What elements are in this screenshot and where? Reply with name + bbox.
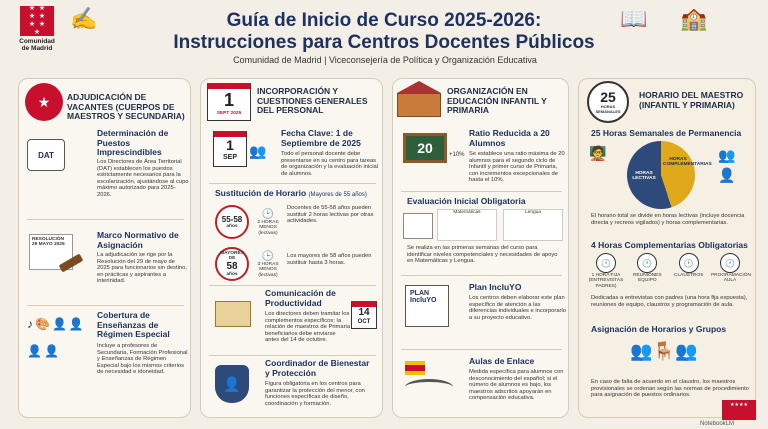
calendar-day: 1: [223, 90, 234, 110]
sustitucion-sub: (Mayores de 55 años): [308, 192, 367, 198]
panel-3-heading: ORGANIZACIÓN EN EDUCACIÓN INFANTIL Y PRIMARIA: [447, 86, 547, 115]
activities-icons: 👥 👤: [718, 147, 736, 183]
hour-item-1-label: 1 HORA FIJA (ENTREVISTAS PADRES): [588, 273, 624, 289]
sustitucion-text-1: Docentes de 55-58 años pueden sustituir 2 horas lectivas por otras actividades.: [287, 205, 374, 225]
clock-icon: 🕐: [679, 253, 699, 273]
clock-icon: 🕐: [596, 253, 616, 273]
math-label: Matemáticas: [453, 210, 481, 215]
page-subtitle: Comunidad de Madrid | Viceconsejería de Política y Organización Educativa: [233, 55, 537, 65]
title-line-2: Instrucciones para Centros Docentes Públicos: [173, 32, 595, 53]
divider: [209, 355, 376, 356]
math-chart-icon: [437, 209, 497, 241]
age-badge-2-mid: 58: [226, 260, 238, 272]
language-chart-icon: [503, 209, 563, 241]
spain-flag-icon: [405, 361, 425, 375]
age-58-badge: [215, 247, 249, 281]
age-badge-1-top: 55-58: [221, 214, 243, 224]
panel-adjudicacion: [18, 78, 191, 418]
page-title: [120, 10, 648, 54]
hour-item-3-label: CLAUSTROS: [673, 273, 704, 278]
hour-item-entrevistas: [587, 253, 625, 289]
hour-item-programacion: [711, 253, 749, 289]
clock-icon: 🕒: [261, 251, 275, 262]
plan-incluyo-document-icon: [405, 285, 449, 327]
chalkboard-icon: [403, 133, 447, 163]
divider: [27, 219, 184, 220]
calendar-oct-icon: [351, 301, 377, 329]
clock-icon: 🕐: [637, 253, 657, 273]
complementary-hours-row: [587, 253, 749, 289]
person-icon: 👤: [51, 317, 67, 331]
hour-item-claustros: [670, 253, 708, 289]
hours-less-1: 2 HORAS MENOS (lectivas): [257, 220, 279, 236]
flag-icon: ★ ★ ★ ★ ★ ★ ★: [20, 6, 54, 36]
section-marco-text: La adjudicación se rige por la Resolución del 29 de mayo de 2025 para funcionarios sin destino, en prácticas y aspirantes a interinidad.: [97, 252, 187, 285]
calendar-sub: SEPT 2025: [216, 111, 242, 116]
section-aulas-text: Medida específica para alumnos con desconocimiento del español; si el número de alumnos es bajo, los maestros adscritos apoyarán en compensación educativa.: [469, 369, 564, 402]
section-complementarias-title: 4 Horas Complementarias Obligatorias: [591, 240, 748, 250]
person-icon: 👤: [43, 344, 59, 358]
chalkboard-number: 20: [417, 140, 433, 156]
notebooklm-watermark: [700, 421, 734, 427]
comunidad-madrid-logo: [14, 6, 60, 62]
section-permanencia-text: El horario total se divide en horas lectivas (incluye docencia directa y recreos vigilados) y horas complementarias.: [591, 213, 745, 226]
weekly-hours-clock-icon: [587, 81, 629, 123]
pie-label-complementarias: HORAS COMPLEMENTARIAS: [663, 157, 712, 168]
age-badge-2-top: MAYORES DE: [220, 250, 244, 262]
section-ratio-title: Ratio Reducida a 20 Alumnos: [469, 128, 550, 148]
hour-item-reuniones: [628, 253, 666, 289]
section-complementarias-text: Dedicadas a entrevistas con padres (una hora fija expuesta), reuniones de equipo, claustros y programación de aula.: [591, 295, 748, 308]
teachers-icon: 👥: [249, 143, 267, 159]
madrid-shield-icon: ★: [25, 83, 63, 121]
footer-madrid-logo: ★★★★: [722, 400, 756, 420]
panel-horario: [578, 78, 756, 418]
section-productividad-title: Comunicación de Productividad: [265, 288, 336, 308]
section-cobertura-text: Incluye a profesores de Secundaria, Formación Profesional y Enseñanzas de Régimen Especial bajo los mismos criterios de necesidad e idoneidad.: [97, 343, 188, 376]
section-evaluacion-text: Se realiza en las primeras semanas del curso para identificar niveles competenciales y necesidades de apoyo en Matemáticas y Lengua.: [407, 245, 558, 265]
art-icon: 🎨: [35, 317, 50, 331]
book-deco-icon: 📖: [620, 6, 648, 31]
clock-2h-icon: [255, 209, 281, 236]
calendar-sep-month: SEP: [222, 154, 237, 161]
calendar-sep-icon: [213, 131, 247, 167]
age-badge-2-bot: años: [226, 271, 238, 277]
divider: [401, 349, 562, 350]
dat-label: DAT: [38, 150, 54, 160]
person-icon: 👤: [68, 317, 84, 331]
sustitucion-text-2: Los mayores de 58 años pueden sustituir hasta 3 horas.: [287, 253, 372, 266]
school-deco-icon: 🏫: [680, 6, 708, 31]
section-plan-text: Los centros deben elaborar este plan específico de atención a las diferencias individuales e incorporarlo a su proyecto educativo.: [469, 295, 566, 321]
section-sustitucion-title: [215, 189, 367, 201]
calendar-icon: [207, 83, 251, 121]
divider: [209, 183, 376, 184]
calendar-sep-day: 1: [226, 137, 234, 153]
dat-clipboard-icon: [27, 139, 65, 171]
panel-incorporacion: [200, 78, 383, 418]
age-55-58-badge: [215, 205, 249, 239]
divider: [27, 305, 184, 306]
person-icon: 👤: [27, 344, 42, 358]
section-plan-title: Plan IncluYO: [469, 282, 522, 292]
resolution-doc-text: RESOLUCIÓN 29 MAYO 2025: [32, 237, 65, 248]
bridge-icon: [405, 379, 453, 395]
ratio-increment: +10%: [449, 152, 465, 158]
section-permanencia-title: 25 Horas Semanales de Permanencia: [591, 128, 742, 138]
watermark-text: NotebookLM: [700, 421, 735, 427]
section-coordinador-text: Figura obligatoria en los centros para garantizar la protección del menor, con funciones específicas de diseño, coordinación y formación.: [265, 381, 365, 407]
teacher-board-icon: 🧑‍🏫: [589, 145, 607, 161]
logo-text: Comunidad de Madrid: [19, 38, 55, 52]
calendar-oct-day: 14: [358, 307, 370, 318]
hours-less-2: 3 HORAS MENOS (lectivas): [257, 262, 279, 278]
clock-3h-icon: [255, 251, 281, 278]
document-deco-icon: ✍: [70, 6, 98, 31]
meeting-table-icon: 👥🪑👥: [630, 341, 698, 361]
music-icon: ♪: [27, 317, 33, 331]
section-coordinador-title: Coordinador de Bienestar y Protección: [265, 358, 370, 378]
section-productividad-text: Los directores deben tramitar los complementos específicos; la relación de maestros de Primaria beneficiarios debe enviarse antes del 14 de octubre.: [265, 311, 351, 344]
panel-2-heading: INCORPORACIÓN Y CUESTIONES GENERALES DEL PERSONAL: [257, 86, 368, 115]
section-asignacion-text: En caso de falta de acuerdo en el claustro, los maestros provisionales se ordenan según las normas de procedimiento para asignación de puestos ordinarios.: [591, 379, 749, 399]
section-aulas-title: Aulas de Enlace: [469, 356, 535, 366]
language-label: Lengua: [524, 210, 541, 215]
title-line-1: Guía de Inicio de Curso 2025-2026:: [226, 10, 542, 31]
hour-item-4-label: PROGRAMACIÓN AULA: [710, 273, 751, 284]
clock-sub: HORAS SEMANALES: [595, 103, 621, 114]
section-determinacion-text: Los Directores de Área Territorial (DAT) establecen los puestos estrictamente necesarios para la escolarización, ajustándose al cupo máximo autorizado para 2025-2026.: [97, 159, 189, 198]
age-badge-1-bot: años: [226, 223, 238, 229]
panel-1-heading: ADJUDICACIÓN DE VACANTES (CUERPOS DE MAESTROS Y SECUNDARIA): [67, 92, 185, 121]
section-ratio-text: Se establece una ratio máxima de 20 alumnos para el segundo ciclo de Infantil y primer curso de Primaria, con incrementos excepcionales de hasta el 10%.: [469, 151, 565, 184]
section-fecha-text: Todo el personal docente debe presentarse en su centro para tareas de organización y la evaluación inicial de alumnos.: [281, 151, 378, 177]
section-asignacion-title: Asignación de Horarios y Grupos: [591, 324, 727, 334]
hour-item-2-label: REUNIONES EQUIPO: [633, 273, 662, 284]
people-icons-group: [27, 317, 89, 369]
section-evaluacion-title: Evaluación Inicial Obligatoria: [407, 196, 526, 206]
clock-icon: 🕐: [720, 253, 740, 273]
section-cobertura-title: Cobertura de Enseñanzas de Régimen Especial: [97, 310, 170, 339]
plan-doc-text: PLAN IncluYO: [410, 290, 437, 304]
sustitucion-title-text: Sustitución de Horario: [215, 188, 307, 198]
clock-icon: 🕑: [261, 209, 275, 220]
school-building-icon: [397, 81, 441, 121]
section-fecha-title: Fecha Clave: 1 de Septiembre de 2025: [281, 128, 361, 148]
section-determinacion-title: Determinación de Puestos Imprescindibles: [97, 128, 169, 157]
divider: [401, 191, 562, 192]
calendar-oct-month: OCT: [357, 319, 371, 325]
envelope-icon: [215, 301, 251, 327]
clock-number: 25: [600, 88, 616, 105]
panel-organizacion: [392, 78, 569, 418]
panel-4-heading: HORARIO DEL MAESTRO (INFANTIL Y PRIMARIA): [639, 90, 744, 110]
section-marco-title: Marco Normativo de Asignación: [97, 230, 179, 250]
protection-shield-icon: 👤: [215, 365, 249, 403]
clipboard-icon: [403, 213, 433, 239]
pie-label-lectivas: HORAS LECTIVAS: [632, 171, 656, 182]
divider: [209, 285, 376, 286]
divider: [401, 275, 562, 276]
